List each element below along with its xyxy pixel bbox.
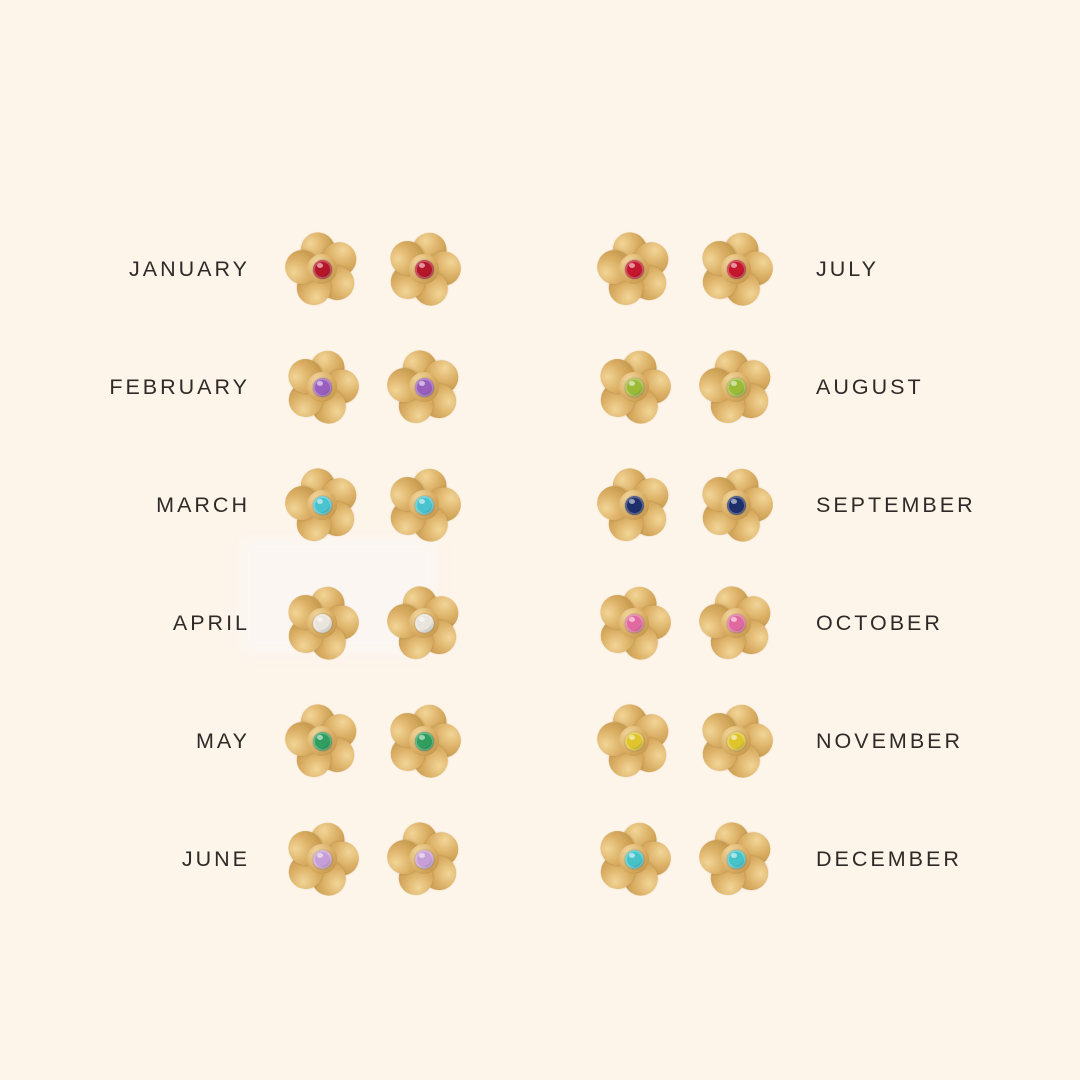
month-label: JUNE — [181, 846, 250, 871]
month-label: OCTOBER — [816, 610, 943, 635]
month-label: NOVEMBER — [816, 728, 964, 753]
earring-pair[interactable] — [570, 232, 800, 306]
gem-stone — [727, 850, 746, 869]
flower-earring-left — [285, 468, 359, 542]
earring-pair[interactable] — [258, 350, 488, 424]
flower-earring-right — [387, 350, 461, 424]
earring-pair[interactable] — [570, 822, 800, 896]
gem-stone — [313, 850, 332, 869]
flower-earring-left — [597, 350, 671, 424]
flower-earring-left — [597, 822, 671, 896]
month-label: AUGUST — [816, 374, 924, 399]
flower-earring-right — [699, 704, 773, 778]
month-label: SEPTEMBER — [816, 492, 976, 517]
earring-pair[interactable] — [570, 350, 800, 424]
row-december[interactable] — [570, 800, 1050, 918]
earring-pair[interactable] — [258, 704, 488, 778]
row-may[interactable] — [60, 682, 540, 800]
earring-pair[interactable] — [258, 586, 488, 660]
flower-earring-right — [699, 586, 773, 660]
gem-stone — [313, 378, 332, 397]
row-august[interactable] — [570, 328, 1050, 446]
gem-stone — [415, 378, 434, 397]
month-label: DECEMBER — [816, 846, 962, 871]
gem-stone — [313, 496, 332, 515]
gem-stone — [415, 614, 434, 633]
flower-earring-right — [699, 468, 773, 542]
flower-earring-right — [387, 232, 461, 306]
flower-earring-right — [699, 350, 773, 424]
row-june[interactable] — [60, 800, 540, 918]
gem-stone — [625, 496, 644, 515]
gem-stone — [625, 732, 644, 751]
row-march[interactable] — [60, 446, 540, 564]
flower-earring-left — [597, 704, 671, 778]
row-january[interactable] — [60, 210, 540, 328]
gem-stone — [313, 260, 332, 279]
flower-earring-right — [699, 232, 773, 306]
left-column — [60, 210, 540, 910]
row-july[interactable] — [570, 210, 1050, 328]
row-october[interactable] — [570, 564, 1050, 682]
month-label: FEBRUARY — [109, 374, 250, 399]
gem-stone — [625, 614, 644, 633]
flower-earring-left — [285, 232, 359, 306]
earring-pair[interactable] — [570, 468, 800, 542]
flower-earring-right — [699, 822, 773, 896]
flower-earring-left — [285, 704, 359, 778]
month-label: APRIL — [172, 610, 250, 635]
earring-pair[interactable] — [570, 586, 800, 660]
flower-earring-left — [597, 468, 671, 542]
row-november[interactable] — [570, 682, 1050, 800]
gem-stone — [727, 260, 746, 279]
earring-pair[interactable] — [258, 232, 488, 306]
gem-stone — [313, 614, 332, 633]
flower-earring-right — [387, 822, 461, 896]
row-april[interactable] — [60, 564, 540, 682]
right-column — [570, 210, 1050, 910]
flower-earring-left — [597, 232, 671, 306]
flower-earring-right — [387, 468, 461, 542]
gem-stone — [415, 732, 434, 751]
gem-stone — [727, 614, 746, 633]
flower-earring-left — [285, 586, 359, 660]
flower-earring-left — [597, 586, 671, 660]
gem-stone — [313, 732, 332, 751]
gem-stone — [727, 496, 746, 515]
month-label: JANUARY — [129, 256, 250, 281]
gem-stone — [415, 850, 434, 869]
month-label: MARCH — [156, 492, 250, 517]
gem-stone — [625, 260, 644, 279]
gem-stone — [727, 732, 746, 751]
flower-earring-right — [387, 586, 461, 660]
flower-earring-left — [285, 350, 359, 424]
earring-pair[interactable] — [258, 822, 488, 896]
gem-stone — [415, 496, 434, 515]
earring-pair[interactable] — [570, 704, 800, 778]
earring-pair[interactable] — [258, 468, 488, 542]
month-label: JULY — [816, 256, 879, 281]
gem-stone — [727, 378, 746, 397]
month-label: MAY — [196, 728, 250, 753]
flower-earring-left — [285, 822, 359, 896]
row-february[interactable] — [60, 328, 540, 446]
row-september[interactable] — [570, 446, 1050, 564]
gem-stone — [625, 850, 644, 869]
gem-stone — [415, 260, 434, 279]
gem-stone — [625, 378, 644, 397]
flower-earring-right — [387, 704, 461, 778]
